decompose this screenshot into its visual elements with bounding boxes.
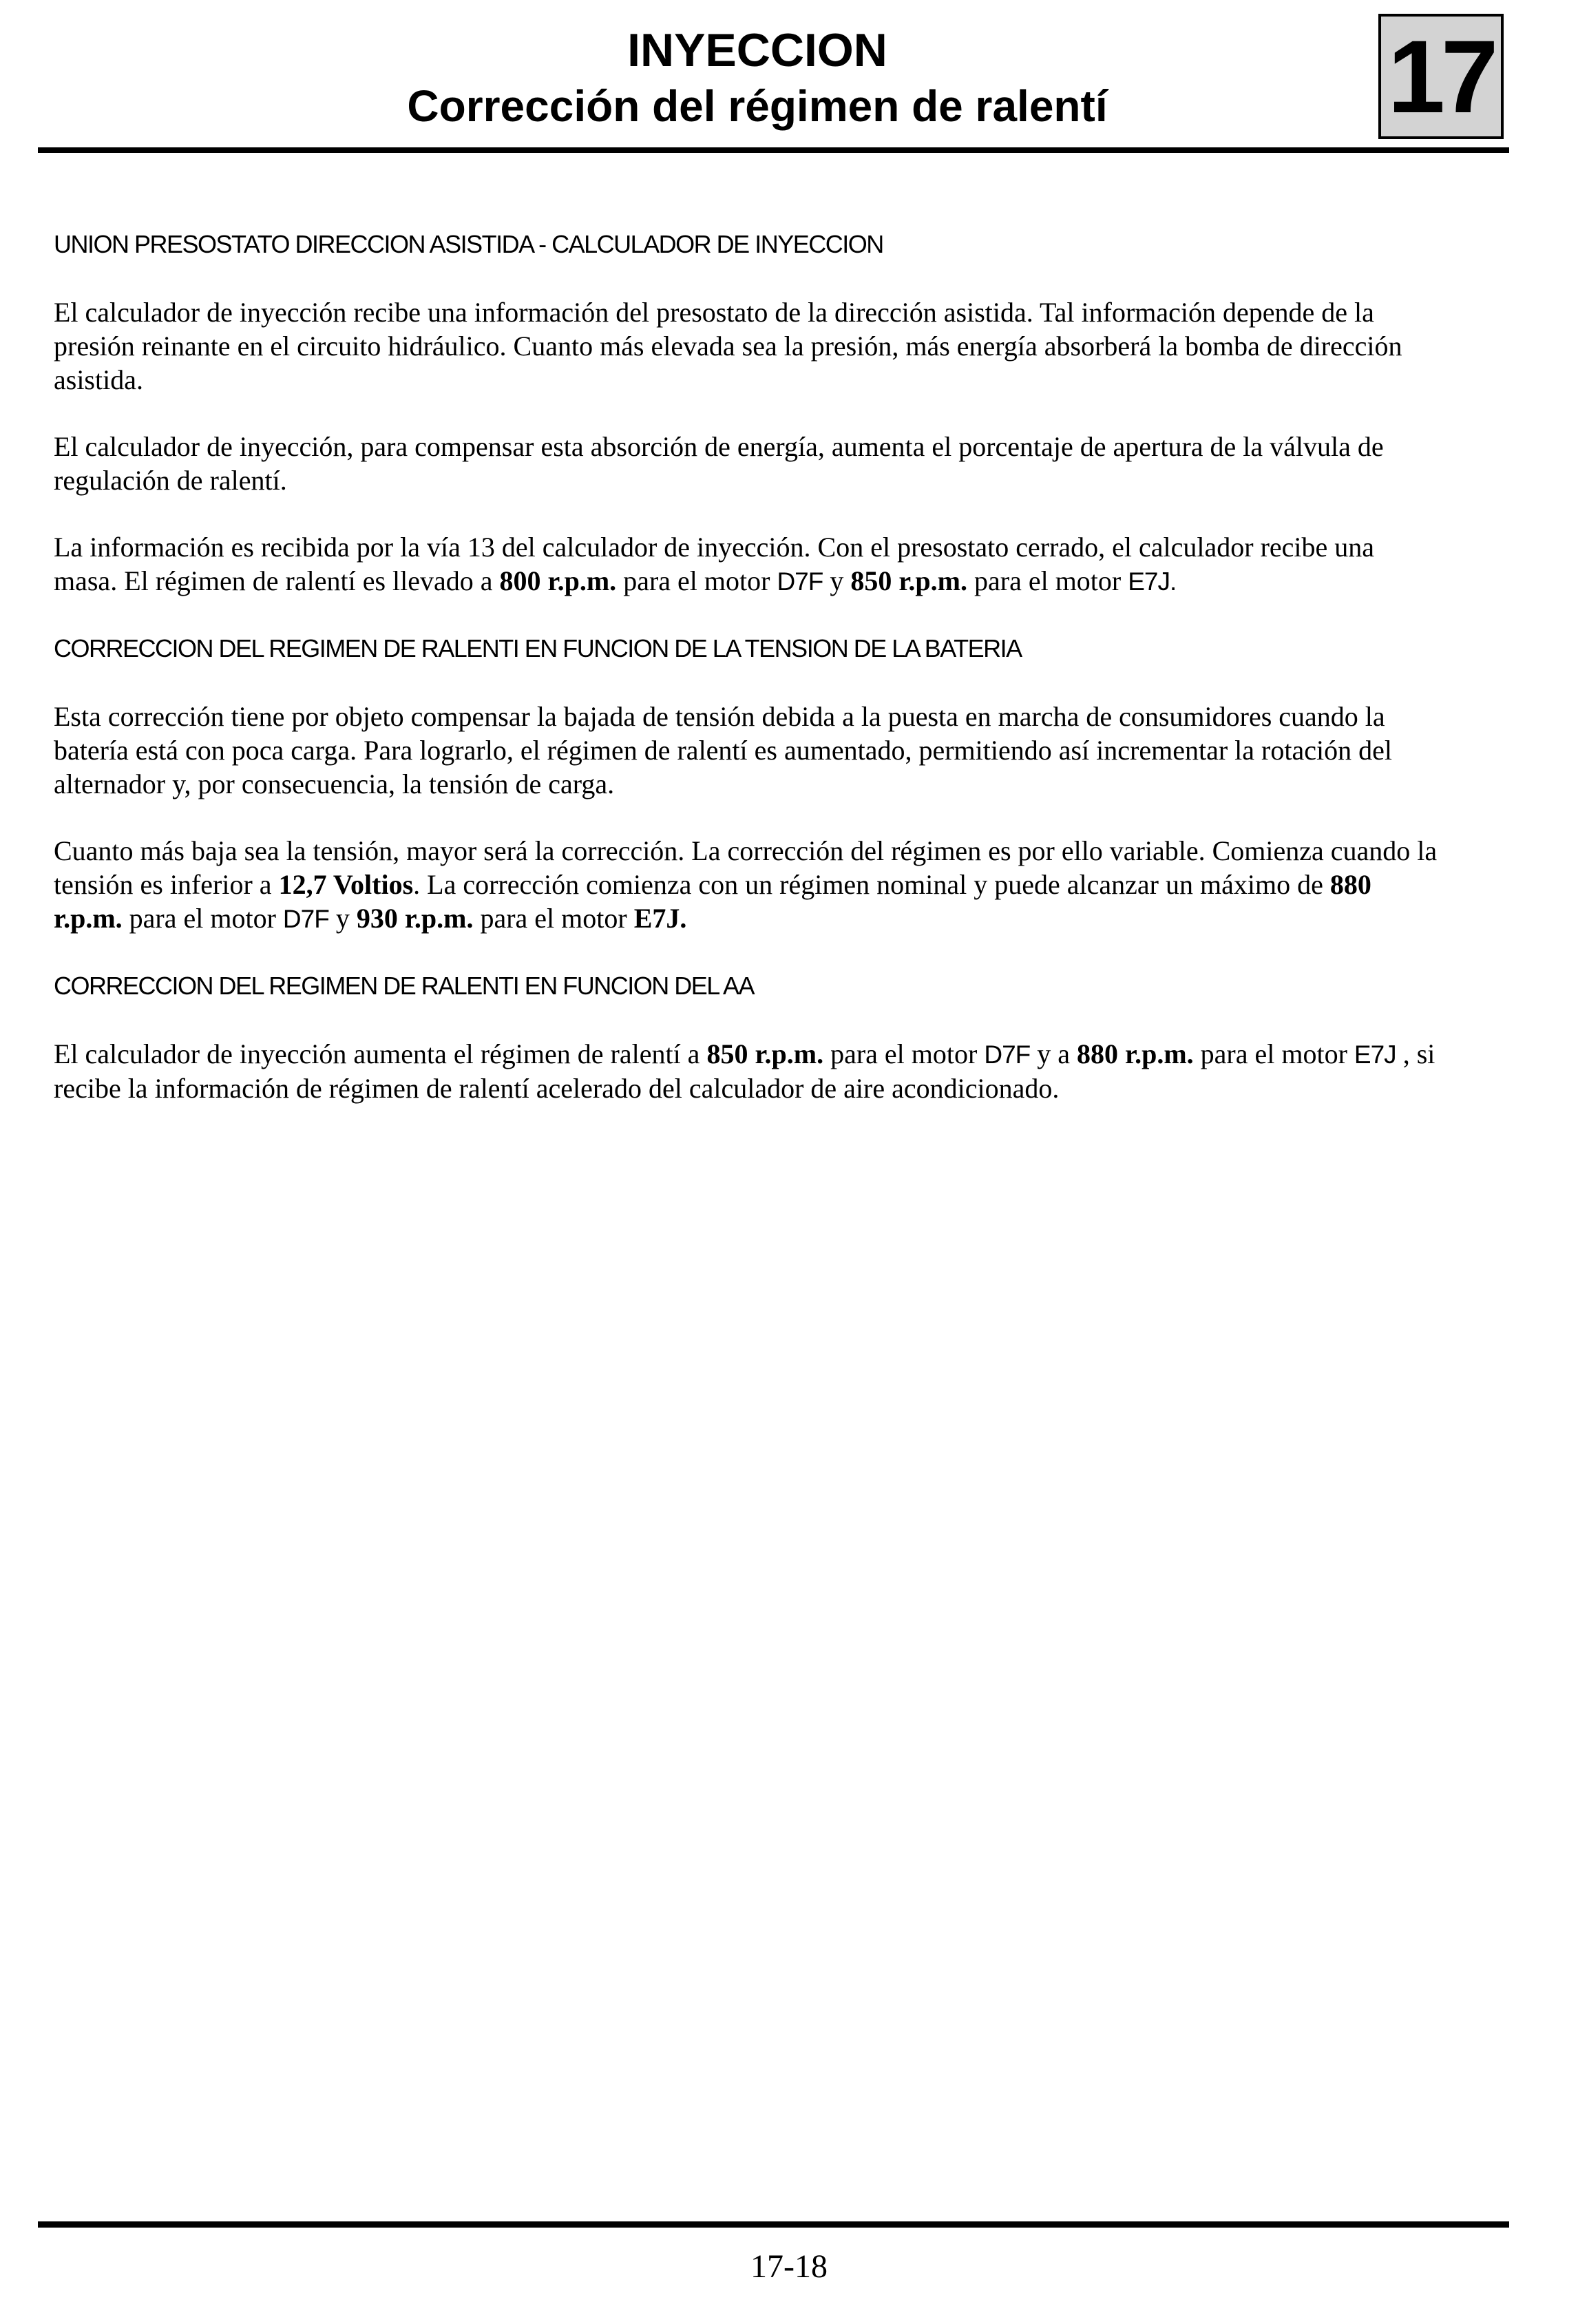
text-run: para el motor xyxy=(967,565,1128,596)
page-header xyxy=(0,0,1578,158)
paragraph: El calculador de inyección recibe una información del presostato de la dirección asistida. Tal información depende de la presión reinante en el circuito hidráulico. Cuanto más elevada sea la presión, más energía absorberá la bomba de dirección asistida. xyxy=(54,297,1402,395)
rpm-value: 880 r.p.m. xyxy=(1077,1038,1194,1069)
engine-code: E7J. xyxy=(633,903,687,934)
section-heading-presostato: UNION PRESOSTATO DIRECCION ASISTIDA - CALCULADOR DE INYECCION xyxy=(54,230,883,258)
paragraph: El calculador de inyección, para compensar esta absorción de energía, aumenta el porcentaje de apertura de la válvula de regulación de ralentí. xyxy=(54,431,1384,496)
paragraph: Esta corrección tiene por objeto compensar la bajada de tensión debida a la puesta en marcha de consumidores cuando la batería está con poca carga. Para lograrlo, el régimen de ralentí es aumentado, permitiendo así incrementar la rotación del alternador y, por consecuencia, la tensión de carga. xyxy=(54,701,1392,799)
rpm-value: 850 r.p.m. xyxy=(850,565,967,596)
page-number: 17-18 xyxy=(750,2248,828,2285)
text-run: Cuanto más baja sea la tensión, mayor será la corrección. La corrección del régimen es por ello variable. Comienza cuando la tensión es inferior a xyxy=(54,835,1438,900)
footer-divider xyxy=(38,2221,1509,2228)
engine-code: D7F xyxy=(282,905,329,933)
rpm-value: 930 r.p.m. xyxy=(356,903,474,934)
section-heading-bateria: CORRECCION DEL REGIMEN DE RALENTI EN FUNCION DE LA TENSION DE LA BATERIA xyxy=(54,634,1022,662)
text-run: para el motor xyxy=(1193,1038,1354,1069)
paragraph xyxy=(54,530,1444,598)
engine-code: D7F xyxy=(984,1040,1031,1069)
text-run: y a xyxy=(1030,1038,1077,1069)
rpm-value: 850 r.p.m. xyxy=(706,1038,824,1069)
voltage-value: 12,7 Voltios xyxy=(278,869,414,900)
engine-code: D7F xyxy=(777,567,823,596)
text-run: para el motor xyxy=(616,565,777,596)
text-run: El calculador de inyección aumenta el régimen de ralentí a xyxy=(54,1038,707,1069)
paragraph xyxy=(54,834,1444,936)
section-number-badge: 17 xyxy=(1378,14,1504,139)
text-run: para el motor xyxy=(473,903,634,934)
text-run: y xyxy=(328,903,357,934)
engine-code: E7J xyxy=(1354,1040,1396,1069)
text-run: y xyxy=(823,565,851,596)
rpm-value: 800 r.p.m. xyxy=(499,565,617,596)
page-title: INYECCION xyxy=(627,24,887,76)
text-run: para el motor xyxy=(823,1038,985,1069)
rpm-value: 880 r.p.m. xyxy=(54,869,1371,934)
text-run: para el motor xyxy=(122,903,283,934)
text-run: , si recibe la información de régimen de ralentí acelerado del calculador de aire acondicionado. xyxy=(54,1038,1435,1104)
page-subtitle: Corrección del régimen de ralentí xyxy=(407,81,1108,131)
engine-code: E7J. xyxy=(1128,567,1177,596)
text-run: . La corrección comienza con un régimen nominal y puede alcanzar un máximo de xyxy=(413,869,1330,900)
header-divider xyxy=(38,147,1509,153)
paragraph xyxy=(54,1037,1444,1105)
text-run: La información es recibida por la vía 13 del calculador de inyección. Con el presostato cerrado, el calculador recibe una masa. El régimen de ralentí es llevado a xyxy=(54,532,1375,596)
document-body xyxy=(54,227,1444,1138)
section-heading-aa: CORRECCION DEL REGIMEN DE RALENTI EN FUNCION DEL AA xyxy=(54,972,754,1000)
